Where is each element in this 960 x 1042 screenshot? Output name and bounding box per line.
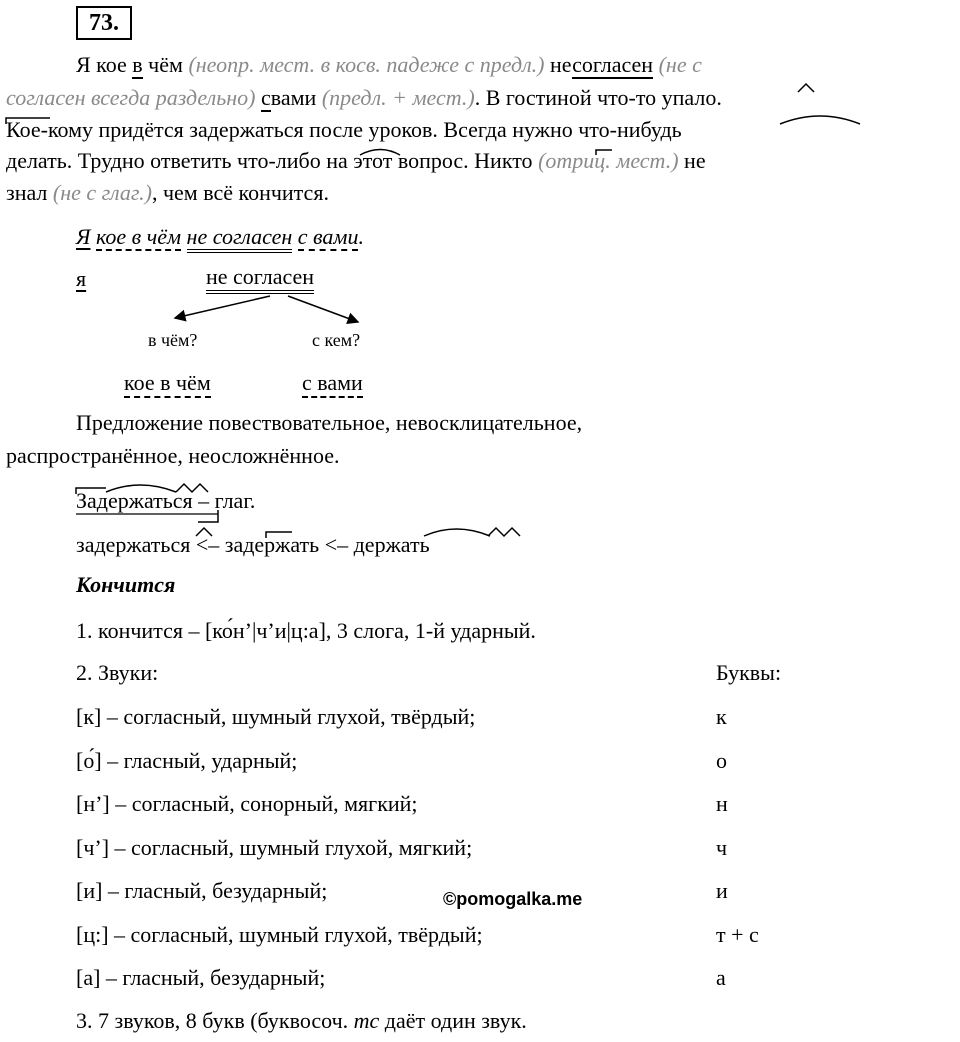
word: с	[261, 85, 271, 110]
object: с вами	[297, 224, 359, 249]
word: вами	[270, 85, 317, 110]
arrow-right	[288, 296, 358, 322]
scheme-question-2: с кем?	[312, 330, 361, 350]
sound-description: [ц:] – согласный, шумный глухой, твёрдый;	[76, 921, 483, 947]
ending-mark	[198, 510, 218, 522]
exercise-number: 73.	[76, 6, 132, 40]
prefix-mark	[76, 488, 106, 494]
letter: н	[716, 791, 728, 816]
word: . В гостиной что-то упало.	[474, 85, 722, 110]
letters-label: Буквы:	[716, 660, 782, 685]
derivation-chain: задержаться <– задержать <– держать	[76, 532, 430, 557]
item3-text: даёт один звук.	[384, 1008, 527, 1033]
suffix-mark	[488, 528, 520, 536]
sounds-label: 2. Звуки:	[76, 660, 159, 685]
grammar-note: (предл. + мест.)	[321, 85, 475, 110]
sound-description: [к] – согласный, шумный глухой, твёрдый;	[76, 704, 476, 729]
phonetic-title: Кончится	[76, 572, 176, 597]
text-line-3: Кое-кому придётся задержаться после уроков. Всегда нужно что-нибудь	[6, 117, 682, 142]
object: кое в чём	[95, 224, 182, 249]
subject: Я	[76, 224, 91, 249]
suffix-mark	[196, 528, 212, 536]
word: знал	[6, 180, 48, 205]
root-mark	[106, 485, 176, 492]
morph-pos: – глаг.	[192, 488, 256, 513]
sound-description: [н’] – согласный, сонорный, мягкий;	[76, 791, 418, 816]
suffix-mark	[780, 116, 860, 124]
period: .	[358, 224, 364, 249]
word: , чем всё кончится.	[151, 180, 329, 205]
prefix-mark	[266, 532, 292, 538]
letter: т + с	[716, 921, 759, 947]
scheme-predicate: не согласен	[206, 264, 314, 294]
item3-text: 3. 7 звуков, 8 букв (буквосоч.	[76, 1008, 349, 1033]
word: не	[550, 52, 573, 77]
scheme-question-1: в чём?	[148, 330, 198, 350]
prefix-mark	[6, 118, 50, 124]
grammar-note: (не с	[658, 52, 702, 77]
grammar-note: (неопр. мест. в косв. падеже с предл.)	[188, 52, 545, 77]
word: согласен	[572, 52, 654, 77]
suffix-mark	[360, 150, 400, 156]
characteristic-line-1: Предложение повествовательное, невосклицательное,	[76, 410, 583, 435]
scheme-object-2: с вами	[302, 370, 363, 398]
word: делать. Трудно ответить что-либо на этот вопрос. Никто	[6, 148, 533, 173]
phonetic-item-1: 1. кончится – [ко́н’|ч’и|ц:а], 3 слога, 1-й ударный.	[76, 618, 536, 643]
item3-combo: тс	[353, 1008, 380, 1033]
word: не	[684, 148, 706, 173]
suffix-mark	[798, 84, 814, 92]
letter: и	[716, 878, 728, 903]
word: в	[132, 52, 143, 77]
sound-description: [о́] – гласный, ударный;	[76, 747, 298, 773]
suffix-mark	[176, 484, 208, 492]
sound-description: [ч’] – согласный, шумный глухой, мягкий;	[76, 834, 473, 860]
sound-description: [а] – гласный, безударный;	[76, 965, 326, 990]
grammar-note: согласен всегда раздельно)	[6, 85, 256, 110]
scheme-object-1: кое в чём	[124, 370, 211, 398]
grammar-note: (отриц. мест.)	[538, 148, 679, 173]
letter: ч	[716, 834, 728, 860]
word: чём	[148, 52, 183, 77]
morph-word-text: Задержаться	[76, 488, 193, 513]
sound-description: [и] – гласный, безударный;	[76, 878, 328, 903]
prefix-mark	[596, 150, 612, 155]
scheme-subject: я	[76, 266, 87, 291]
root-mark	[424, 529, 490, 536]
letter: о	[716, 747, 727, 773]
characteristic-line-2: распространённое, неосложнённое.	[6, 443, 340, 468]
letter: а	[716, 965, 726, 990]
word: Я кое	[76, 52, 127, 77]
watermark: ©pomogalka.me	[443, 889, 583, 909]
letter: к	[716, 704, 727, 729]
grammar-note: (не с глаг.)	[52, 180, 152, 205]
predicate: не согласен	[187, 224, 293, 253]
arrow-left	[175, 296, 270, 318]
